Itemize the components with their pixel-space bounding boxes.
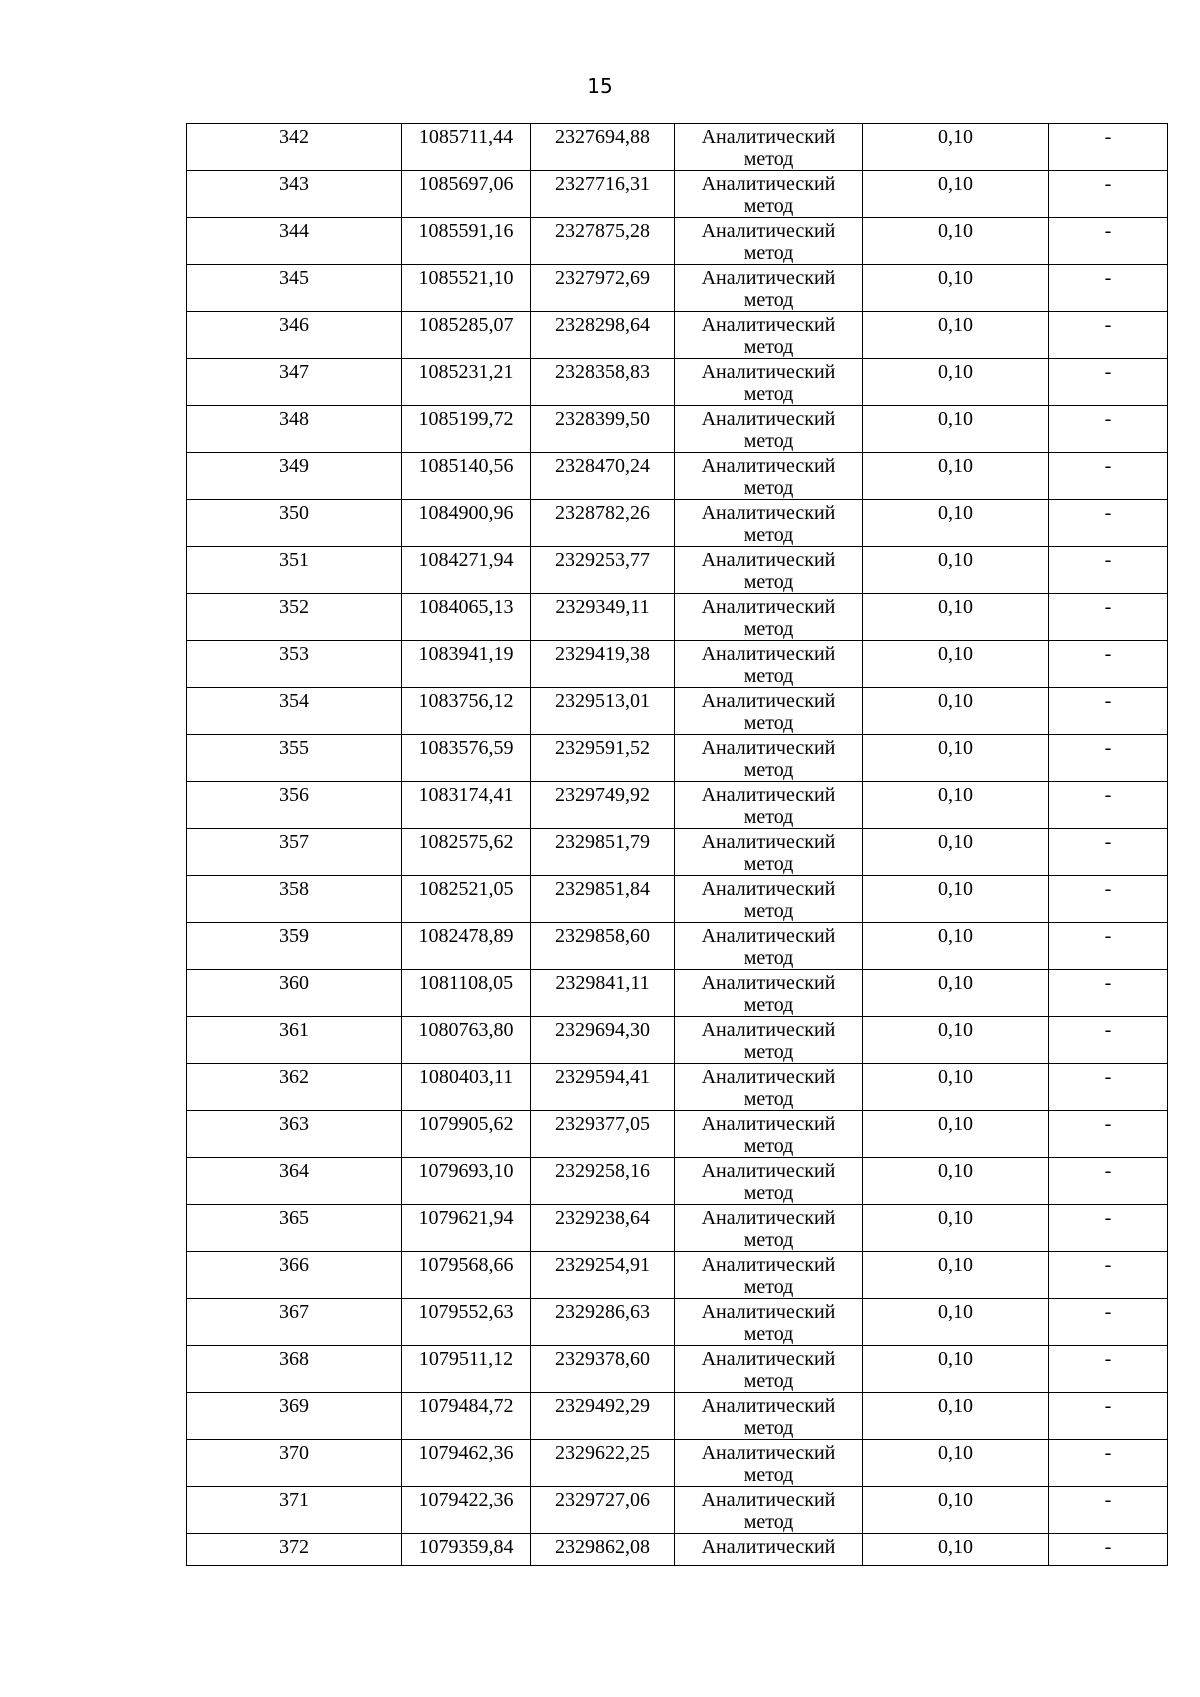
x-coordinate-cell: 1082575,62 [402,829,531,876]
note-cell: - [1049,500,1168,547]
accuracy-cell: 0,10 [863,829,1049,876]
x-coordinate-cell: 1085591,16 [402,218,531,265]
method-cell: Аналитический метод [675,594,863,641]
x-coordinate-cell: 1084900,96 [402,500,531,547]
method-cell: Аналитический метод [675,1111,863,1158]
point-number-cell: 346 [187,312,402,359]
point-number-cell: 356 [187,782,402,829]
note-cell: - [1049,735,1168,782]
note-cell: - [1049,688,1168,735]
table-row [187,688,1168,735]
method-cell: Аналитический метод [675,923,863,970]
method-cell: Аналитический метод [675,688,863,735]
y-coordinate-cell: 2328399,50 [531,406,675,453]
note-cell: - [1049,1299,1168,1346]
point-number-cell: 350 [187,500,402,547]
accuracy-cell: 0,10 [863,876,1049,923]
accuracy-cell: 0,10 [863,1205,1049,1252]
method-cell: Аналитический метод [675,970,863,1017]
accuracy-cell: 0,10 [863,218,1049,265]
x-coordinate-cell: 1085231,21 [402,359,531,406]
table-row [187,453,1168,500]
point-number-cell: 370 [187,1440,402,1487]
point-number-cell: 368 [187,1346,402,1393]
table-row [187,1111,1168,1158]
x-coordinate-cell: 1079462,36 [402,1440,531,1487]
x-coordinate-cell: 1085521,10 [402,265,531,312]
note-cell: - [1049,594,1168,641]
table-row [187,1299,1168,1346]
x-coordinate-cell: 1079568,66 [402,1252,531,1299]
table-row [187,1440,1168,1487]
y-coordinate-cell: 2329349,11 [531,594,675,641]
y-coordinate-cell: 2329622,25 [531,1440,675,1487]
note-cell: - [1049,1252,1168,1299]
accuracy-cell: 0,10 [863,312,1049,359]
method-cell: Аналитический метод [675,265,863,312]
note-cell: - [1049,782,1168,829]
method-cell: Аналитический метод [675,876,863,923]
table-row [187,782,1168,829]
point-number-cell: 362 [187,1064,402,1111]
note-cell: - [1049,1158,1168,1205]
table-row [187,171,1168,218]
point-number-cell: 367 [187,1299,402,1346]
note-cell: - [1049,1111,1168,1158]
x-coordinate-cell: 1085199,72 [402,406,531,453]
x-coordinate-cell: 1082521,05 [402,876,531,923]
y-coordinate-cell: 2327972,69 [531,265,675,312]
table-row [187,406,1168,453]
method-cell: Аналитический метод [675,735,863,782]
table-row [187,265,1168,312]
x-coordinate-cell: 1085140,56 [402,453,531,500]
accuracy-cell: 0,10 [863,1158,1049,1205]
point-number-cell: 352 [187,594,402,641]
coordinates-table [186,123,1168,1566]
note-cell: - [1049,1346,1168,1393]
x-coordinate-cell: 1079359,84 [402,1534,531,1566]
note-cell: - [1049,312,1168,359]
point-number-cell: 369 [187,1393,402,1440]
y-coordinate-cell: 2329851,79 [531,829,675,876]
note-cell: - [1049,124,1168,171]
method-cell: Аналитический метод [675,1393,863,1440]
table-row [187,1534,1168,1566]
y-coordinate-cell: 2328470,24 [531,453,675,500]
accuracy-cell: 0,10 [863,1064,1049,1111]
table-row [187,594,1168,641]
method-cell: Аналитический метод [675,453,863,500]
x-coordinate-cell: 1079621,94 [402,1205,531,1252]
point-number-cell: 364 [187,1158,402,1205]
accuracy-cell: 0,10 [863,1393,1049,1440]
method-cell: Аналитический метод [675,359,863,406]
table-row [187,829,1168,876]
x-coordinate-cell: 1083756,12 [402,688,531,735]
x-coordinate-cell: 1079422,36 [402,1487,531,1534]
note-cell: - [1049,1064,1168,1111]
table-row [187,1158,1168,1205]
point-number-cell: 372 [187,1534,402,1566]
x-coordinate-cell: 1083941,19 [402,641,531,688]
y-coordinate-cell: 2329419,38 [531,641,675,688]
y-coordinate-cell: 2328782,26 [531,500,675,547]
point-number-cell: 361 [187,1017,402,1064]
y-coordinate-cell: 2329258,16 [531,1158,675,1205]
point-number-cell: 344 [187,218,402,265]
accuracy-cell: 0,10 [863,359,1049,406]
x-coordinate-cell: 1080403,11 [402,1064,531,1111]
page-number: 15 [587,74,613,98]
x-coordinate-cell: 1085711,44 [402,124,531,171]
method-cell: Аналитический метод [675,1299,863,1346]
point-number-cell: 347 [187,359,402,406]
y-coordinate-cell: 2329591,52 [531,735,675,782]
point-number-cell: 360 [187,970,402,1017]
y-coordinate-cell: 2329238,64 [531,1205,675,1252]
x-coordinate-cell: 1084065,13 [402,594,531,641]
note-cell: - [1049,406,1168,453]
accuracy-cell: 0,10 [863,1299,1049,1346]
x-coordinate-cell: 1085697,06 [402,171,531,218]
table-row [187,312,1168,359]
accuracy-cell: 0,10 [863,1487,1049,1534]
method-cell: Аналитический метод [675,1440,863,1487]
y-coordinate-cell: 2329513,01 [531,688,675,735]
point-number-cell: 358 [187,876,402,923]
table-row [187,876,1168,923]
y-coordinate-cell: 2327694,88 [531,124,675,171]
method-cell: Аналитический метод [675,1346,863,1393]
y-coordinate-cell: 2329253,77 [531,547,675,594]
y-coordinate-cell: 2329378,60 [531,1346,675,1393]
y-coordinate-cell: 2327875,28 [531,218,675,265]
method-cell: Аналитический метод [675,547,863,594]
method-cell: Аналитический метод [675,641,863,688]
y-coordinate-cell: 2327716,31 [531,171,675,218]
note-cell: - [1049,1534,1168,1566]
note-cell: - [1049,265,1168,312]
method-cell: Аналитический метод [675,312,863,359]
method-cell: Аналитический метод [675,782,863,829]
table-row [187,500,1168,547]
method-cell: Аналитический метод [675,829,863,876]
point-number-cell: 349 [187,453,402,500]
y-coordinate-cell: 2329694,30 [531,1017,675,1064]
accuracy-cell: 0,10 [863,594,1049,641]
point-number-cell: 355 [187,735,402,782]
x-coordinate-cell: 1085285,07 [402,312,531,359]
table-row [187,124,1168,171]
y-coordinate-cell: 2329841,11 [531,970,675,1017]
point-number-cell: 348 [187,406,402,453]
point-number-cell: 353 [187,641,402,688]
method-cell: Аналитический метод [675,1064,863,1111]
accuracy-cell: 0,10 [863,641,1049,688]
accuracy-cell: 0,10 [863,735,1049,782]
point-number-cell: 366 [187,1252,402,1299]
note-cell: - [1049,923,1168,970]
note-cell: - [1049,218,1168,265]
accuracy-cell: 0,10 [863,171,1049,218]
method-cell: Аналитический метод [675,1252,863,1299]
note-cell: - [1049,1017,1168,1064]
point-number-cell: 343 [187,171,402,218]
method-cell: Аналитический метод [675,1158,863,1205]
table-row [187,1393,1168,1440]
method-cell: Аналитический метод [675,171,863,218]
method-cell: Аналитический метод [675,1205,863,1252]
accuracy-cell: 0,10 [863,406,1049,453]
accuracy-cell: 0,10 [863,688,1049,735]
note-cell: - [1049,547,1168,594]
accuracy-cell: 0,10 [863,124,1049,171]
y-coordinate-cell: 2329727,06 [531,1487,675,1534]
y-coordinate-cell: 2329492,29 [531,1393,675,1440]
y-coordinate-cell: 2328358,83 [531,359,675,406]
table-row [187,735,1168,782]
method-cell: Аналитический метод [675,218,863,265]
point-number-cell: 354 [187,688,402,735]
table-row [187,1064,1168,1111]
point-number-cell: 363 [187,1111,402,1158]
y-coordinate-cell: 2329749,92 [531,782,675,829]
x-coordinate-cell: 1083174,41 [402,782,531,829]
note-cell: - [1049,1393,1168,1440]
y-coordinate-cell: 2329254,91 [531,1252,675,1299]
accuracy-cell: 0,10 [863,1534,1049,1566]
accuracy-cell: 0,10 [863,500,1049,547]
table-row [187,1205,1168,1252]
accuracy-cell: 0,10 [863,1111,1049,1158]
x-coordinate-cell: 1079511,12 [402,1346,531,1393]
note-cell: - [1049,453,1168,500]
accuracy-cell: 0,10 [863,1440,1049,1487]
x-coordinate-cell: 1084271,94 [402,547,531,594]
x-coordinate-cell: 1079693,10 [402,1158,531,1205]
note-cell: - [1049,876,1168,923]
y-coordinate-cell: 2329286,63 [531,1299,675,1346]
x-coordinate-cell: 1079484,72 [402,1393,531,1440]
y-coordinate-cell: 2329594,41 [531,1064,675,1111]
table-row [187,547,1168,594]
table-row [187,641,1168,688]
table-row [187,1017,1168,1064]
accuracy-cell: 0,10 [863,453,1049,500]
y-coordinate-cell: 2329862,08 [531,1534,675,1566]
table-row [187,1346,1168,1393]
note-cell: - [1049,829,1168,876]
table-row [187,970,1168,1017]
x-coordinate-cell: 1082478,89 [402,923,531,970]
note-cell: - [1049,641,1168,688]
x-coordinate-cell: 1080763,80 [402,1017,531,1064]
point-number-cell: 359 [187,923,402,970]
accuracy-cell: 0,10 [863,970,1049,1017]
table-row [187,923,1168,970]
y-coordinate-cell: 2329858,60 [531,923,675,970]
table-row [187,1252,1168,1299]
method-cell: Аналитический [675,1534,863,1566]
table-row [187,1487,1168,1534]
x-coordinate-cell: 1079552,63 [402,1299,531,1346]
x-coordinate-cell: 1079905,62 [402,1111,531,1158]
accuracy-cell: 0,10 [863,923,1049,970]
method-cell: Аналитический метод [675,124,863,171]
accuracy-cell: 0,10 [863,1346,1049,1393]
note-cell: - [1049,1205,1168,1252]
method-cell: Аналитический метод [675,406,863,453]
method-cell: Аналитический метод [675,500,863,547]
y-coordinate-cell: 2329851,84 [531,876,675,923]
accuracy-cell: 0,10 [863,782,1049,829]
note-cell: - [1049,359,1168,406]
table-row [187,359,1168,406]
method-cell: Аналитический метод [675,1487,863,1534]
point-number-cell: 345 [187,265,402,312]
y-coordinate-cell: 2329377,05 [531,1111,675,1158]
point-number-cell: 342 [187,124,402,171]
note-cell: - [1049,1440,1168,1487]
x-coordinate-cell: 1081108,05 [402,970,531,1017]
table-body [187,124,1168,1566]
x-coordinate-cell: 1083576,59 [402,735,531,782]
accuracy-cell: 0,10 [863,1017,1049,1064]
accuracy-cell: 0,10 [863,1252,1049,1299]
point-number-cell: 365 [187,1205,402,1252]
y-coordinate-cell: 2328298,64 [531,312,675,359]
note-cell: - [1049,171,1168,218]
point-number-cell: 351 [187,547,402,594]
table-row [187,218,1168,265]
point-number-cell: 371 [187,1487,402,1534]
method-cell: Аналитический метод [675,1017,863,1064]
point-number-cell: 357 [187,829,402,876]
accuracy-cell: 0,10 [863,547,1049,594]
note-cell: - [1049,1487,1168,1534]
note-cell: - [1049,970,1168,1017]
accuracy-cell: 0,10 [863,265,1049,312]
